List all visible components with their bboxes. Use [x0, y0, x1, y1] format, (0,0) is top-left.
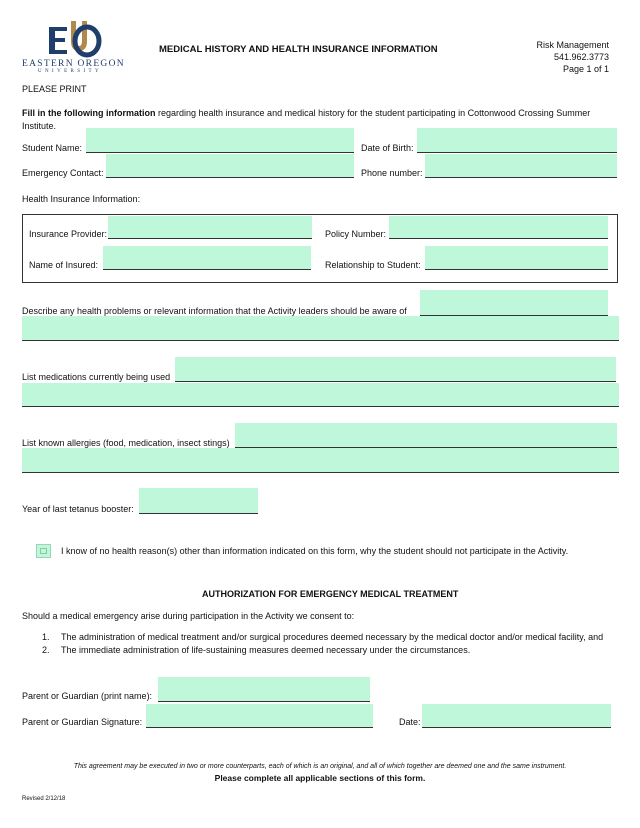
guardian-signature-line — [146, 727, 373, 728]
policy-number-input[interactable] — [389, 216, 608, 238]
relationship-input[interactable] — [425, 246, 608, 269]
name-of-insured-line — [103, 269, 311, 270]
guardian-print-name-input[interactable] — [158, 677, 370, 701]
authorization-item-2-num: 2. — [42, 645, 50, 655]
student-name-line — [86, 152, 354, 153]
medications-input[interactable] — [22, 383, 619, 406]
phone-number-label: Phone number: — [361, 168, 423, 178]
medications-input-inline[interactable] — [175, 357, 616, 382]
allergies-label: List known allergies (food, medication, insect stings) — [22, 438, 230, 448]
policy-number-label: Policy Number: — [325, 229, 387, 239]
authorization-intro: Should a medical emergency arise during participation in the Activity we consent to: — [22, 611, 355, 621]
allergies-input-inline[interactable] — [235, 423, 617, 448]
health-problems-input-inline[interactable] — [420, 290, 608, 315]
checkbox-text: I know of no health reason(s) other than information indicated on this form, why the student should not participate in the Activity. — [61, 546, 569, 556]
medications-label: List medications currently being used — [22, 372, 171, 382]
name-of-insured-input[interactable] — [103, 246, 311, 269]
medications-line-2 — [22, 406, 619, 407]
phone-number-input[interactable] — [425, 154, 617, 178]
insurance-provider-input[interactable] — [108, 216, 312, 238]
guardian-print-name-label: Parent or Guardian (print name): — [22, 691, 153, 701]
signature-date-line — [422, 727, 611, 728]
guardian-print-name-line — [158, 701, 370, 702]
no-health-reason-checkbox[interactable] — [36, 544, 51, 558]
guardian-signature-label: Parent or Guardian Signature: — [22, 717, 143, 727]
health-problems-label: Describe any health problems or relevant information that the Activity leaders should be aware of — [22, 306, 407, 316]
allergies-line-2 — [22, 472, 619, 473]
footer-complete: Please complete all applicable sections of this form. — [214, 773, 426, 783]
authorization-item-2-text: The immediate administration of life-sustaining measures deemed necessary under the circumstances. — [61, 645, 471, 655]
name-of-insured-label: Name of Insured: — [29, 260, 99, 270]
guardian-signature-input[interactable] — [146, 704, 373, 727]
signature-date-label: Date: — [399, 717, 421, 727]
health-problems-line-2 — [22, 340, 619, 341]
intro-rest: regarding health insurance and medical history for the student participating in Cottonwood Crossing Summer — [155, 108, 591, 118]
emergency-contact-label: Emergency Contact: — [22, 168, 104, 178]
header-page: Page 1 of 1 — [562, 64, 609, 74]
health-problems-input[interactable] — [22, 316, 619, 340]
authorization-title: AUTHORIZATION FOR EMERGENCY MEDICAL TREATMENT — [202, 589, 459, 599]
emergency-contact-input[interactable] — [106, 154, 354, 178]
form-title: MEDICAL HISTORY AND HEALTH INSURANCE INFORMATION — [159, 44, 438, 55]
relationship-label: Relationship to Student: — [325, 260, 421, 270]
checkbox-box — [40, 548, 47, 554]
allergies-input[interactable] — [22, 448, 619, 472]
relationship-line — [425, 269, 608, 270]
authorization-item-1-text: The administration of medical treatment and/or surgical procedures deemed necessary by the medical doctor and/or medical facility, and — [61, 632, 604, 642]
logo-text-eastern-oregon: EASTERN OREGON — [22, 59, 125, 69]
intro-line2: Institute. — [22, 121, 57, 131]
intro-bold: Fill in the following information — [22, 108, 156, 118]
policy-number-line — [389, 238, 608, 239]
student-name-input[interactable] — [86, 128, 354, 152]
authorization-item-1-num: 1. — [42, 632, 50, 642]
medications-line — [175, 381, 616, 382]
dob-input[interactable] — [417, 128, 617, 152]
phone-number-line — [425, 177, 617, 178]
student-name-label: Student Name: — [22, 143, 83, 153]
insurance-provider-label: Insurance Provider: — [29, 229, 108, 239]
emergency-contact-line — [106, 177, 354, 178]
please-print: PLEASE PRINT — [22, 84, 87, 94]
revised-date: Revised 2/12/18 — [22, 796, 66, 802]
tetanus-line — [139, 513, 258, 514]
header-phone: 541.962.3773 — [553, 52, 609, 62]
eou-logo-mark — [47, 21, 103, 59]
health-insurance-heading: Health Insurance Information: — [22, 194, 141, 204]
intro-text — [22, 108, 590, 118]
tetanus-input[interactable] — [139, 488, 258, 514]
header-dept: Risk Management — [536, 40, 609, 50]
dob-line — [417, 152, 617, 153]
tetanus-label: Year of last tetanus booster: — [22, 504, 134, 514]
footer-note: This agreement may be executed in two or more counterparts, each of which is an original, and all of which together are deemed one and the same instrument. — [73, 763, 567, 770]
signature-date-input[interactable] — [422, 704, 611, 727]
dob-label: Date of Birth: — [361, 143, 414, 153]
logo-text-university: UNIVERSITY — [38, 69, 102, 74]
insurance-provider-line — [108, 238, 312, 239]
